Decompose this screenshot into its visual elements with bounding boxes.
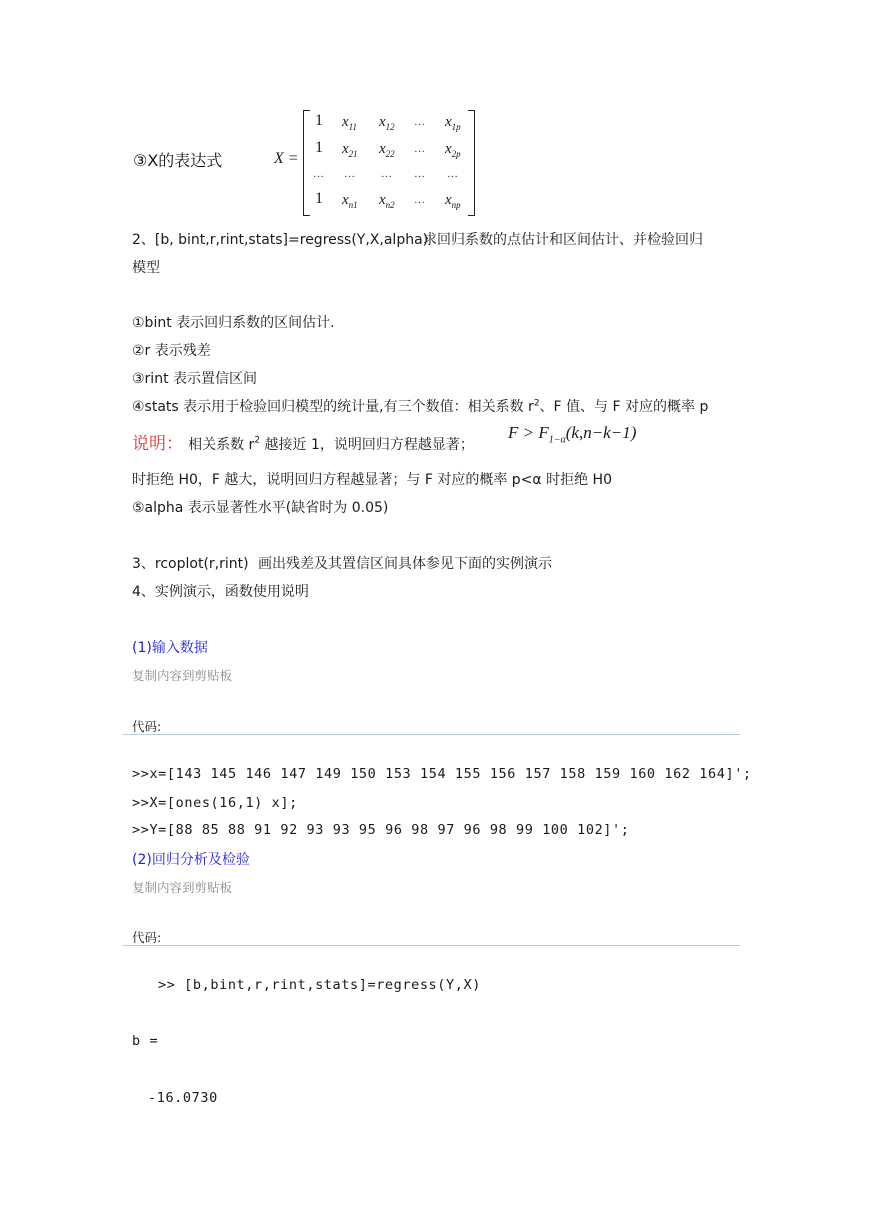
superscript: 2 <box>533 398 540 409</box>
matrix-cell: $x_{n2}$ <box>379 192 395 210</box>
matrix-cell: $x_{2p}$ <box>445 141 461 159</box>
code-line: >>X=[ones(16,1) x]; <box>132 795 298 811</box>
note-text: 相关系数 r <box>188 437 255 453</box>
code-line: >>Y=[88 85 88 91 92 93 93 95 96 98 97 96 98 99 100 102]'; <box>132 822 630 838</box>
note-label: 说明： <box>132 434 183 454</box>
matrix-bracket-right <box>468 110 475 216</box>
step1-heading: (1)输入数据 <box>132 640 208 656</box>
note-formula: $F > F_{1-\alpha}(k,n-k-1)$ <box>508 423 637 446</box>
copy-to-clipboard-link[interactable]: 复制内容到剪贴板 <box>132 668 233 683</box>
matrix-cell: … <box>414 116 425 128</box>
output-value: -16.0730 <box>148 1090 218 1106</box>
copy-to-clipboard-link[interactable]: 复制内容到剪贴板 <box>132 880 233 895</box>
code-label: 代码: <box>132 719 162 734</box>
regress-description: 求回归系数的点估计和区间估计、并检验回归 <box>423 232 703 248</box>
item-rint: ③rint 表示置信区间 <box>132 371 258 387</box>
item-stats-text: ④stats 表示用于检验回归模型的统计量,有三个数值：相关系数 r <box>132 399 534 415</box>
matrix-cell: … <box>414 194 425 206</box>
matrix-cell: $x_{11}$ <box>342 114 358 132</box>
note-line <box>132 429 474 454</box>
matrix-cell: 1 <box>315 139 323 156</box>
code-divider <box>122 945 740 946</box>
matrix-cell: … <box>414 143 425 155</box>
matrix-cell: $x_{1p}$ <box>445 114 461 132</box>
matrix-cell: … <box>344 168 355 180</box>
code-divider <box>122 734 740 735</box>
regress-syntax: 2、[b, bint,r,rint,stats]=regress(Y,X,alpha) <box>132 232 429 248</box>
code-line: >>x=[143 145 146 147 149 150 153 154 155 156 157 158 159 160 162 164]'; <box>132 766 752 782</box>
item-r: ②r 表示残差 <box>132 343 211 359</box>
matrix-bracket-left <box>303 110 310 216</box>
rcoplot-syntax: 3、rcoplot(r,rint) <box>132 556 249 572</box>
matrix-cell: … <box>313 168 324 180</box>
rcoplot-description: 画出残差及其置信区间具体参见下面的实例演示 <box>258 556 552 572</box>
matrix-cell: … <box>381 168 392 180</box>
item-bint: ①bint 表示回归系数的区间估计. <box>132 315 335 331</box>
matrix-cell: $x_{22}$ <box>379 141 395 159</box>
superscript: 2 <box>254 435 261 446</box>
code-command: >> [b,bint,r,rint,stats]=regress(Y,X) <box>158 977 481 993</box>
note-text-cont: 越接近 1，说明回归方程越显著； <box>260 437 474 453</box>
matrix-cell: … <box>414 168 425 180</box>
matrix-cell: $x_{n1}$ <box>342 192 358 210</box>
formula-lhs: X = <box>274 150 299 167</box>
formula-label: ③X的表达式 <box>133 151 223 170</box>
step2-heading: (2)回归分析及检验 <box>132 852 250 868</box>
matrix-cell: $x_{np}$ <box>445 192 461 210</box>
matrix-cell: 1 <box>315 112 323 129</box>
output-label: b = <box>132 1033 159 1049</box>
design-matrix <box>303 110 475 214</box>
matrix-cell: $x_{12}$ <box>379 114 395 132</box>
item-stats-text-cont: 、F 值、与 F 对应的概率 p <box>539 399 709 415</box>
item-alpha: ⑤alpha 表示显著性水平(缺省时为 0.05) <box>132 500 389 516</box>
reject-rule: 时拒绝 H0，F 越大，说明回归方程越显著；与 F 对应的概率 p<α 时拒绝 H0 <box>132 472 612 488</box>
regress-description-cont: 模型 <box>132 260 160 276</box>
matrix-cell: 1 <box>315 190 323 207</box>
section-4-title: 4、实例演示，函数使用说明 <box>132 584 309 600</box>
item-stats <box>132 396 708 416</box>
code-label: 代码: <box>132 930 162 945</box>
matrix-cell: … <box>447 168 458 180</box>
matrix-cell: $x_{21}$ <box>342 141 358 159</box>
